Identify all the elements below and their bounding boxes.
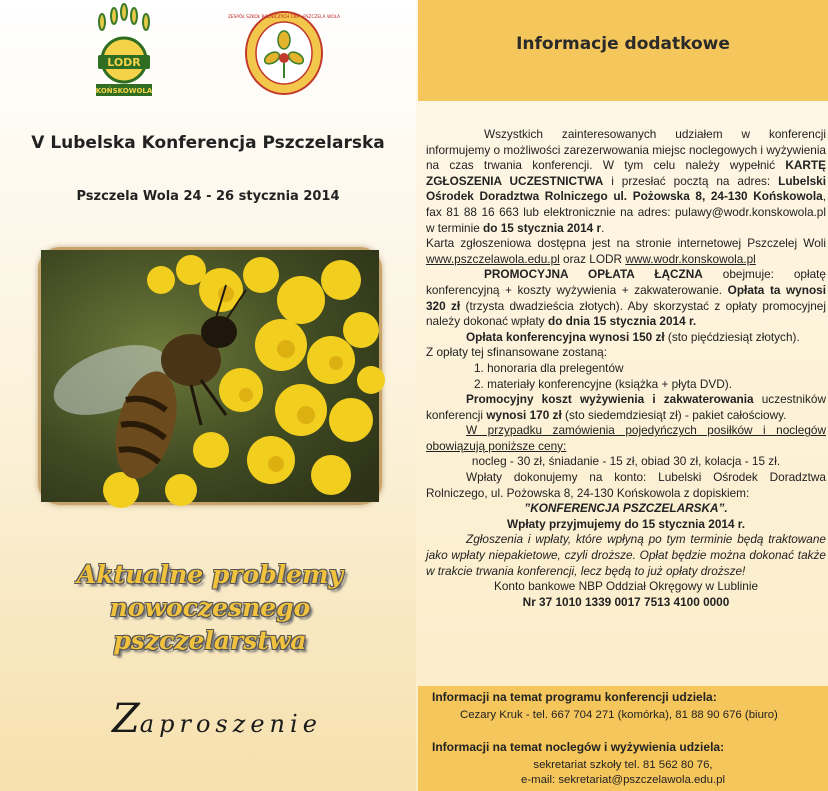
- lodr-logo-text: LODR: [107, 56, 141, 69]
- wodr-link[interactable]: www.wodr.konskowola.pl: [625, 251, 756, 266]
- contact-heading-lodging: Informacji na temat noclegów i wyżywienia udziela:: [432, 740, 725, 754]
- list-item: 2. materiały konferencyjne (książka + płyta DVD).: [474, 376, 732, 391]
- invitation-initial: Z: [112, 696, 140, 742]
- header-title: Informacje dodatkowe: [516, 34, 730, 54]
- school-logo-text: ZESPÓŁ SZKÓŁ ROLNICZYCH CKP · PSZCZELA WOLA: [227, 15, 341, 20]
- contact-box: [418, 686, 828, 791]
- contact-heading-program: Informacji na temat programu konferencji udziela:: [432, 690, 717, 704]
- conference-title: V Lubelska Konferencja Pszczelarska: [31, 133, 385, 153]
- slogan-line-2: nowoczesnego pszczelarstwa: [109, 593, 311, 655]
- school-logo: [227, 10, 341, 96]
- contact-program-line: Cezary Kruk - tel. 667 704 271 (komórka), 81 88 90 676 (biuro): [460, 709, 778, 721]
- info-body: Wszystkich zainteresowanych udziałem w konferencji informujemy o możliwości zarezerwowania miejsc noclegowych i wyżywienia na czas trwania konferencji. W tym celu należy wypełnić KARTĘ ZGŁOSZENIA UCZESTNICTWA i przesłać pocztą na adres: Lubelski Ośrodek Doradztwa Rolniczego ul. Pożowska 8, 24-130 Końskowola, fax 81 88 16 663 lub elektronicznie na adres: pulawy@wodr.konskowola.pl w terminie do 15 stycznia 2014 r. Karta zgłoszeniowa dostępna jest na stronie internetowej Pszczelej Woli www.pszczelawola.edu.pl oraz LODR www.wodr.konskowola.pl PROMOCYJNA OPŁATA ŁĄCZNA obejmuje: opłatę konferencyjną + koszty wyżywienia + zakwaterowanie. Opłata ta wynosi 320 zł (trzysta dwadzieścia złotych). Aby skorzystać z opłaty promocyjnej należy dokonać wpłaty do dnia 15 stycznia 2014 r. Opłata konferencyjna wynosi 150 zł (sto pięćdziesiąt złotych). Z opłaty tej sfinansowane zostaną: 1. honoraria dla prelegentów 2. materiały konferencyjne (książka + płyta DVD). Promocyjny koszt wyżywienia i zakwaterowania uczestników konferencji wynosi 170 zł (sto siedemdziesiąt zł) - pakiet całościowy. W przypadku zamówienia pojedyńczych posiłków i noclegów obowiązują poniższe ceny: nocleg - 30 zł, śniadanie - 15 zł, obiad 30 zł, kolacja - 15 zł. Wpłaty dokonujemy na konto: Lubelski Ośrodek Doradztwa Rolniczego, ul. Pożowska 8, 24-130 Końskowola z dopiskiem: ”KONFERENCJA PSZCZELARSKA”. Wpłaty przyjmujemy do 15 stycznia 2014 r. Zgłoszenia i wpłaty, które wpłyną po tym terminie będą traktowane jako wpłaty niepakietowe, czyli droższe. Opłat będzie można dokonać także w trakcie trwania konferencji, lecz będą to już opłaty droższe! Konto bankowe NBP Oddział Okręgowy w Lublinie Nr 37 1010 1339 0017 7513 4100 0000: [426, 127, 826, 609]
- bee-photo: [38, 247, 382, 505]
- lodr-logo-sub: KOŃSKOWOLA: [95, 87, 153, 95]
- contact-phone: sekretariat szkoły tel. 81 562 80 76,: [533, 759, 713, 771]
- invitation-rest: aproszenie: [139, 710, 322, 738]
- list-item: 1. honoraria dla prelegentów: [474, 360, 624, 375]
- lodr-logo: [90, 6, 158, 102]
- invitation-title: [112, 696, 322, 742]
- pszczelawola-link[interactable]: www.pszczelawola.edu.pl: [426, 251, 560, 266]
- bank-line: Konto bankowe NBP Oddział Okręgowy w Lublinie: [493, 579, 759, 594]
- slogan-line-1: Aktualne problemy: [76, 560, 344, 589]
- contact-email[interactable]: e-mail: sekretariat@pszczelawola.edu.pl: [520, 774, 726, 786]
- header-box: [418, 0, 828, 101]
- slogan: [20, 558, 400, 657]
- conference-date: Pszczela Wola 24 - 26 stycznia 2014: [76, 189, 340, 204]
- bank-account: Nr 37 1010 1339 0017 7513 4100 0000: [522, 594, 730, 609]
